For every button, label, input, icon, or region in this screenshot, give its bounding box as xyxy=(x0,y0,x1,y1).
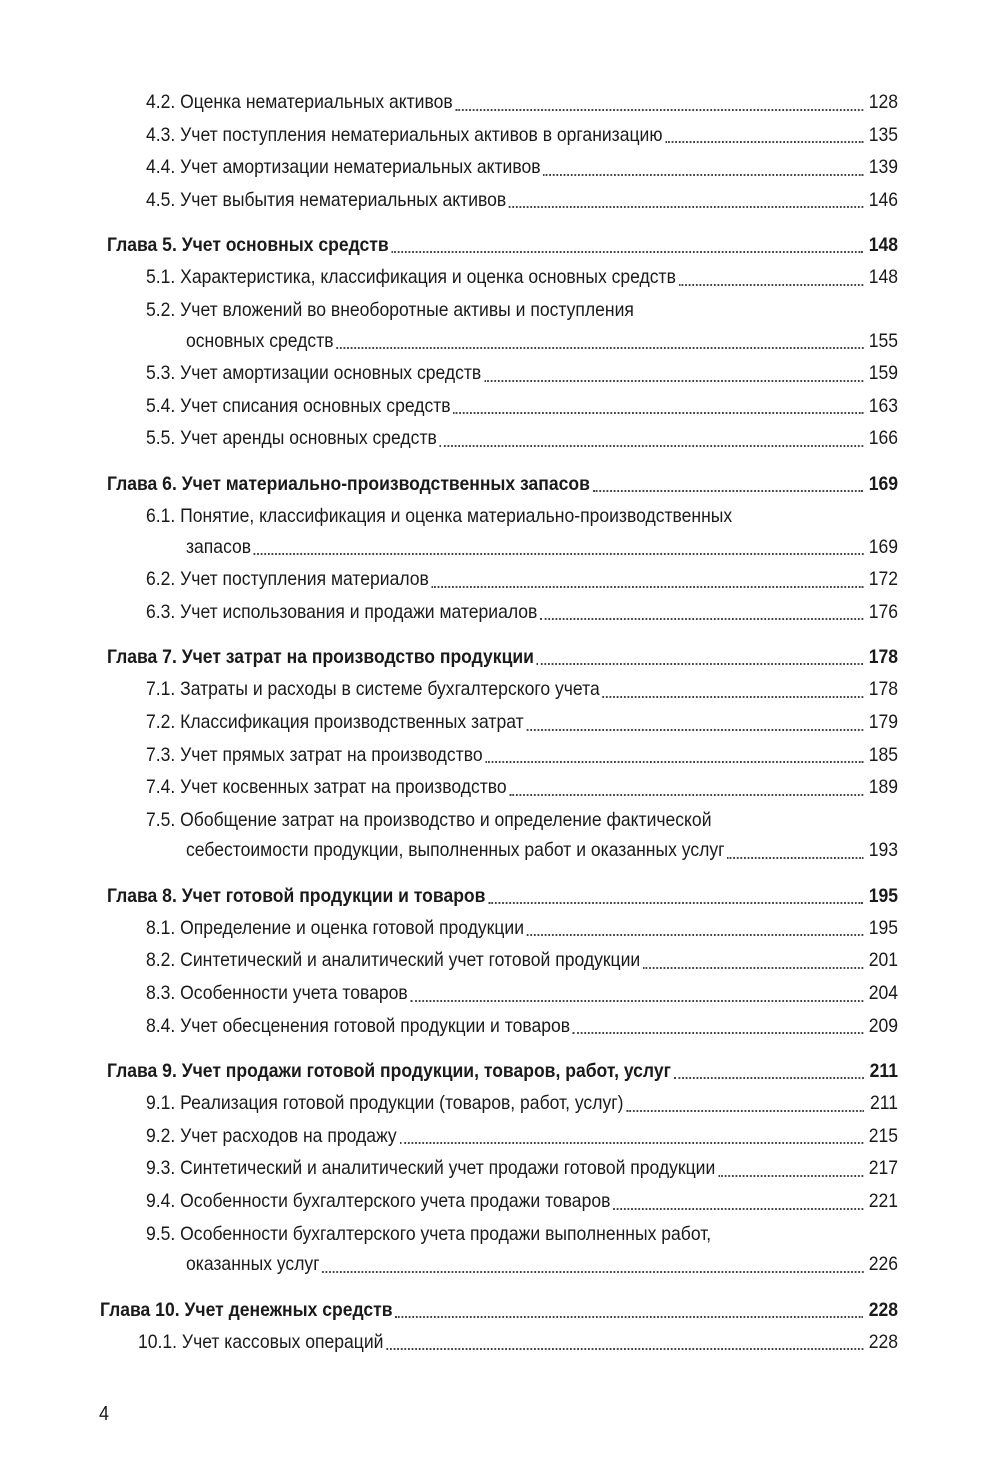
dot-leader xyxy=(399,1139,863,1144)
section-number: 9.3. xyxy=(146,1157,181,1180)
dot-leader xyxy=(410,997,863,1002)
section-title: Учет списания основных средств xyxy=(180,394,451,417)
section-number: 4.5. xyxy=(146,188,181,211)
chapter-number: Глава 10. xyxy=(100,1298,185,1321)
section-title: Особенности учета товаров xyxy=(180,982,408,1005)
section-title: Учет вложений во внеоборотные активы и поступления xyxy=(180,298,634,321)
section-number: 7.4. xyxy=(146,776,181,799)
dot-leader xyxy=(322,1268,863,1273)
page-number: 4 xyxy=(99,1403,110,1425)
toc-section-entry xyxy=(146,596,898,629)
toc-section-entry xyxy=(146,357,898,390)
dot-leader xyxy=(440,442,864,447)
section-number: 7.1. xyxy=(146,678,181,701)
page-reference: 179 xyxy=(868,710,898,733)
section-title: Учет расходов на продажу xyxy=(180,1124,397,1147)
section-title: Синтетический и аналитический учет готовой продукции xyxy=(180,949,641,972)
page-reference: 226 xyxy=(868,1253,898,1276)
section-number: 6.2. xyxy=(146,568,181,591)
page-reference: 155 xyxy=(868,329,898,352)
toc-section-entry xyxy=(146,1152,898,1185)
toc-section-entry xyxy=(146,151,898,184)
section-title: Понятие, классификация и оценка материально-производственных xyxy=(180,504,733,527)
toc-section-entry xyxy=(146,706,898,739)
page-reference: 211 xyxy=(870,1092,898,1115)
section-number: 9.4. xyxy=(146,1190,181,1213)
dot-leader xyxy=(643,964,863,969)
dot-leader xyxy=(573,1029,864,1034)
section-number: 4.2. xyxy=(146,91,181,113)
chapter-number: Глава 6. xyxy=(107,472,182,495)
page-reference: 178 xyxy=(868,678,898,701)
dot-leader xyxy=(254,550,863,555)
section-number: 4.4. xyxy=(146,156,181,179)
page-reference: 228 xyxy=(868,1330,898,1353)
chapter-title: Учет готовой продукции и товаров xyxy=(181,884,486,907)
toc-section-entry xyxy=(146,1010,898,1043)
section-number: 5.3. xyxy=(146,362,181,385)
page-reference: 221 xyxy=(868,1190,898,1213)
section-number: 5.5. xyxy=(146,427,181,450)
toc-chapter-entry xyxy=(107,230,898,261)
toc-chapter-entry xyxy=(107,642,898,673)
toc-section-entry xyxy=(146,977,898,1010)
section-title: Учет аренды основных средств xyxy=(180,427,437,450)
dot-leader xyxy=(488,899,863,904)
chapter-number: Глава 9. xyxy=(107,1060,182,1083)
page-reference: 166 xyxy=(868,427,898,450)
dot-leader xyxy=(509,203,863,208)
page-reference: 217 xyxy=(868,1157,898,1180)
page-reference: 169 xyxy=(868,535,898,558)
page-reference: 189 xyxy=(868,776,898,799)
section-title: Определение и оценка готовой продукции xyxy=(180,916,524,939)
toc-section-entry xyxy=(146,563,898,596)
section-number: 8.1. xyxy=(146,916,181,939)
toc-section-entry xyxy=(146,390,898,423)
dot-leader xyxy=(540,615,863,620)
page-reference: 185 xyxy=(868,743,898,766)
section-number: 5.2. xyxy=(146,298,181,321)
section-number: 8.3. xyxy=(146,982,181,1005)
dot-leader xyxy=(509,791,863,796)
page-reference: 172 xyxy=(868,568,898,591)
page-reference: 159 xyxy=(868,362,898,385)
dot-leader xyxy=(626,1107,864,1112)
page-reference: 195 xyxy=(868,884,898,907)
toc-section-entry xyxy=(146,1120,898,1153)
section-number: 5.4. xyxy=(146,394,181,417)
page-reference: 176 xyxy=(868,600,898,623)
section-title: Классификация производственных затрат xyxy=(180,710,524,733)
chapter-title: Учет основных средств xyxy=(181,234,389,257)
page-reference: 135 xyxy=(868,123,898,146)
dot-leader xyxy=(455,106,863,111)
section-number: 10.1. xyxy=(138,1330,182,1353)
section-number: 9.2. xyxy=(146,1124,181,1147)
toc-section-entry xyxy=(146,1185,898,1218)
toc-section-entry xyxy=(146,1087,898,1120)
section-number: 6.3. xyxy=(146,600,181,623)
dot-leader xyxy=(665,138,863,143)
page-reference: 148 xyxy=(868,234,898,257)
toc-chapter-entry xyxy=(107,469,898,500)
section-title: Оценка нематериальных активов xyxy=(180,91,453,113)
section-title: Учет косвенных затрат на производство xyxy=(180,776,507,799)
dot-leader xyxy=(727,854,863,859)
toc-section-entry xyxy=(146,804,898,837)
page-reference: 163 xyxy=(868,394,898,417)
page-reference: 169 xyxy=(868,472,898,495)
dot-leader xyxy=(391,248,863,253)
toc-section-entry xyxy=(186,531,898,564)
section-title: оказанных услуг xyxy=(186,1253,320,1276)
dot-leader xyxy=(537,660,864,665)
section-title: запасов xyxy=(186,535,252,558)
section-number: 4.3. xyxy=(146,123,181,146)
section-title: Учет кассовых операций xyxy=(181,1330,384,1353)
toc-section-entry xyxy=(186,1248,898,1281)
toc-section-entry xyxy=(186,834,898,867)
toc-section-entry xyxy=(146,912,898,945)
toc-section-entry xyxy=(146,261,898,294)
section-title: Учет амортизации основных средств xyxy=(180,362,482,385)
page-reference: 178 xyxy=(868,646,898,669)
toc-section-entry xyxy=(146,771,898,804)
page-reference: 193 xyxy=(868,839,898,862)
dot-leader xyxy=(679,281,864,286)
toc-section-entry xyxy=(146,184,898,217)
section-number: 9.1. xyxy=(146,1092,181,1115)
toc-chapter-entry xyxy=(107,881,898,912)
page-reference: 215 xyxy=(868,1124,898,1147)
chapter-title: Учет денежных средств xyxy=(184,1298,393,1321)
dot-leader xyxy=(613,1205,863,1210)
page-reference: 128 xyxy=(868,91,898,113)
dot-leader xyxy=(485,758,863,763)
page-reference: 204 xyxy=(868,982,898,1005)
section-number: 7.3. xyxy=(146,743,181,766)
toc-section-entry xyxy=(186,325,898,358)
section-title: Учет поступления нематериальных активов в организацию xyxy=(180,123,663,146)
chapter-number: Глава 8. xyxy=(107,884,182,907)
dot-leader xyxy=(395,1313,863,1318)
chapter-number: Глава 5. xyxy=(107,234,182,257)
section-title: Учет использования и продажи материалов xyxy=(180,600,538,623)
dot-leader xyxy=(602,693,863,698)
chapter-title: Учет продажи готовой продукции, товаров, работ, услуг xyxy=(181,1060,671,1083)
page-reference: 228 xyxy=(868,1298,898,1321)
section-title: Учет амортизации нематериальных активов xyxy=(180,156,541,179)
toc-section-entry xyxy=(146,119,898,152)
toc-chapter-entry xyxy=(100,1295,898,1326)
page-reference: 195 xyxy=(868,916,898,939)
chapter-title: Учет материально-производственных запасов xyxy=(181,472,590,495)
page-reference: 139 xyxy=(868,156,898,179)
section-number: 8.2. xyxy=(146,949,181,972)
dot-leader xyxy=(336,344,863,349)
section-number: 6.1. xyxy=(146,504,181,527)
section-title: Учет прямых затрат на производство xyxy=(180,743,483,766)
dot-leader xyxy=(453,409,863,414)
section-title: Характеристика, классификация и оценка основных средств xyxy=(180,266,676,289)
dot-leader xyxy=(718,1172,863,1177)
page-reference: 146 xyxy=(868,188,898,211)
section-title: Особенности бухгалтерского учета продажи товаров xyxy=(180,1190,611,1213)
section-title: основных средств xyxy=(186,329,334,352)
section-number: 8.4. xyxy=(146,1014,181,1037)
section-number: 7.2. xyxy=(146,710,181,733)
page-reference: 209 xyxy=(868,1014,898,1037)
section-number: 9.5. xyxy=(146,1222,181,1245)
toc-section-entry xyxy=(146,673,898,706)
section-title: себестоимости продукции, выполненных работ и оказанных услуг xyxy=(186,839,725,862)
table-of-contents xyxy=(0,86,1000,1358)
section-title: Учет обесценения готовой продукции и товаров xyxy=(180,1014,571,1037)
toc-section-entry xyxy=(146,500,898,533)
dot-leader xyxy=(674,1074,865,1079)
page-reference: 148 xyxy=(868,266,898,289)
section-number: 5.1. xyxy=(146,266,181,289)
section-title: Обобщение затрат на производство и определение фактической xyxy=(180,808,712,831)
section-title: Реализация готовой продукции (товаров, работ, услуг) xyxy=(180,1092,624,1115)
toc-section-entry xyxy=(146,1218,898,1251)
toc-section-entry xyxy=(138,1326,898,1359)
toc-section-entry xyxy=(146,739,898,772)
section-title: Затраты и расходы в системе бухгалтерского учета xyxy=(180,678,600,701)
toc-section-entry xyxy=(146,422,898,455)
section-title: Учет поступления материалов xyxy=(180,568,429,591)
chapter-number: Глава 7. xyxy=(107,646,182,669)
section-title: Особенности бухгалтерского учета продажи выполненных работ, xyxy=(180,1222,712,1245)
toc-section-entry xyxy=(146,86,898,119)
toc-section-entry xyxy=(146,294,898,327)
section-title: Синтетический и аналитический учет продажи готовой продукции xyxy=(180,1157,716,1180)
section-number: 7.5. xyxy=(146,808,181,831)
page-reference: 201 xyxy=(868,949,898,972)
section-title: Учет выбытия нематериальных активов xyxy=(180,188,507,211)
chapter-title: Учет затрат на производство продукции xyxy=(181,646,534,669)
dot-leader xyxy=(526,726,863,731)
toc-chapter-entry xyxy=(107,1056,898,1087)
toc-section-entry xyxy=(146,944,898,977)
dot-leader xyxy=(527,931,864,936)
dot-leader xyxy=(484,377,863,382)
dot-leader xyxy=(432,583,864,588)
dot-leader xyxy=(386,1345,863,1350)
dot-leader xyxy=(543,171,863,176)
page-reference: 211 xyxy=(869,1060,898,1083)
dot-leader xyxy=(593,487,864,492)
